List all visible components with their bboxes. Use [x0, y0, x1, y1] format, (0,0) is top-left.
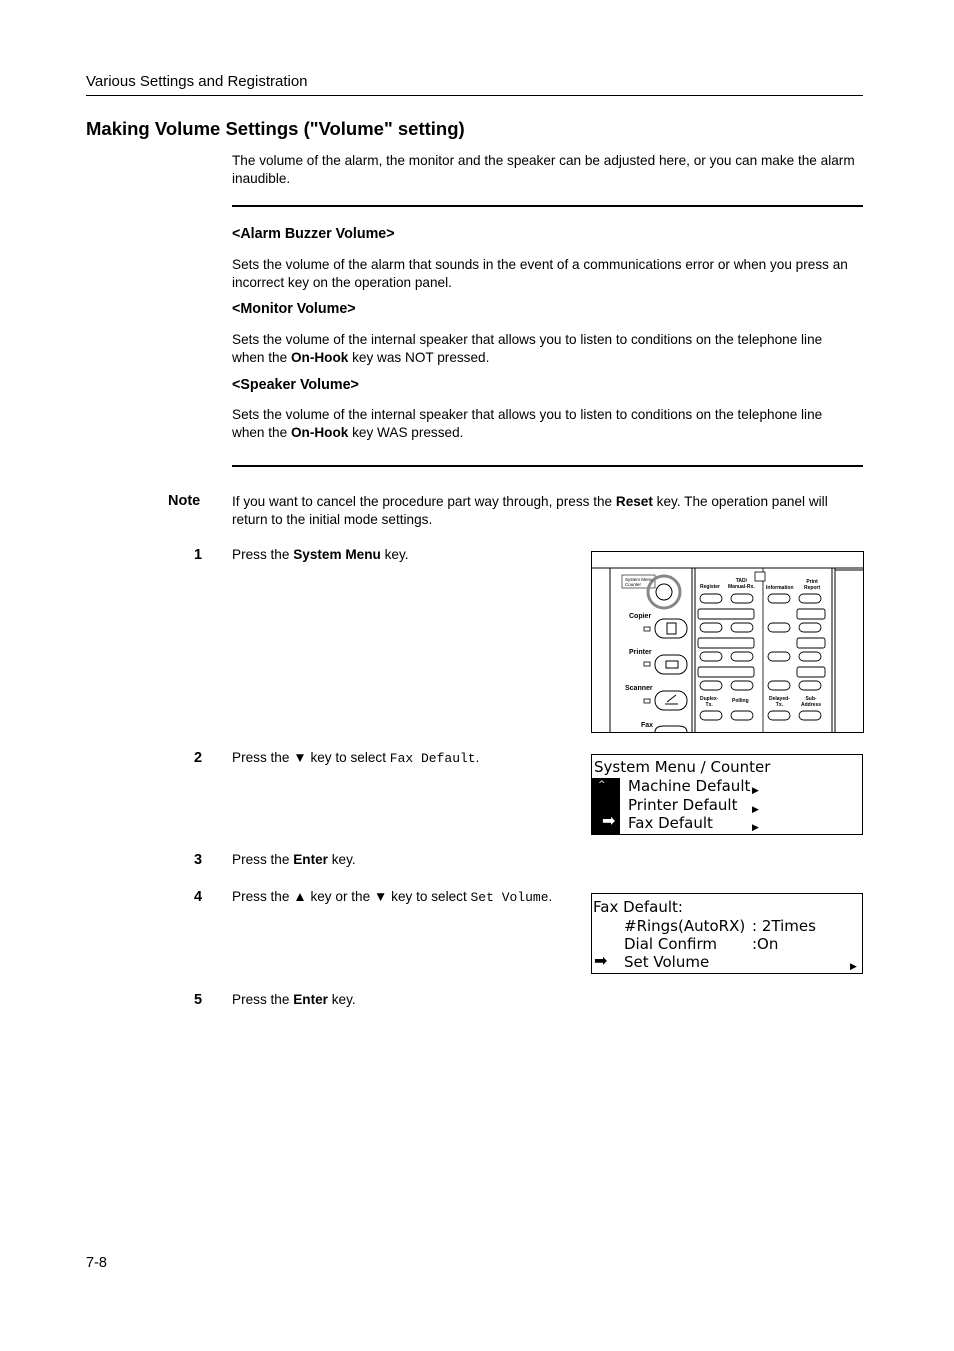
step-5-post: key. [327, 992, 356, 1007]
lcd2-title: Fax Default: [593, 898, 683, 916]
lcd2-rings-value: : 2Times [752, 917, 816, 935]
panel-copier-label: Copier [629, 613, 652, 620]
step-2-post: . [475, 750, 480, 765]
submenu-arrow-icon: ▶ [752, 786, 759, 796]
step-2-text [232, 750, 479, 766]
step-3-number: 3 [194, 852, 203, 868]
step-3-key: Enter [293, 852, 328, 867]
panel-register-label: Register [700, 584, 721, 590]
alarm-text: Sets the volume of the alarm that sounds in the event of a communications error or when you press an incorrect key on the operation panel. [232, 257, 848, 290]
monitor-heading: <Monitor Volume> [232, 301, 356, 317]
header-rule [86, 95, 863, 96]
step-3-post: key. [327, 852, 356, 867]
monitor-line1: Sets the volume of the internal speaker that allows you to listen to conditions on the telephone line [232, 332, 823, 347]
lcd2-dial-confirm-label: Dial Confirm [624, 935, 717, 953]
submenu-arrow-icon: ▶ [850, 962, 857, 972]
step-5-pre: Press the [232, 992, 294, 1007]
step-1-number: 1 [194, 547, 203, 563]
step-2-pre: Press the [232, 750, 294, 765]
step-4-pre: Press the [232, 889, 294, 904]
step-4-code: Set Volume [470, 890, 549, 905]
lcd2-dial-confirm-value: :On [752, 935, 779, 953]
step-4-mid2: key to select [387, 889, 471, 904]
scroll-up-icon: ^ [598, 780, 606, 790]
lcd1-item-machine-default: Machine Default [628, 777, 751, 795]
monitor-key: On-Hook [290, 350, 349, 365]
section-rule-bottom [232, 465, 863, 467]
submenu-arrow-icon: ▶ [752, 823, 759, 833]
running-header: Various Settings and Registration [86, 73, 308, 90]
panel-tad-label: TAD/ Manual-Rx. [728, 578, 755, 590]
down-arrow-icon: ▼ [293, 750, 307, 765]
step-5-key: Enter [293, 992, 328, 1007]
down-arrow-icon: ▼ [373, 889, 388, 904]
panel-delayed-label: Delayed- Tx. [769, 696, 790, 708]
panel-print-report-label: Print Report [804, 579, 821, 591]
note-key: Reset [615, 494, 653, 509]
step-4-mid1: key or the [306, 889, 374, 904]
lcd-fax-default [591, 893, 863, 974]
operation-panel-illustration [591, 551, 864, 733]
step-2-number: 2 [194, 750, 203, 766]
lcd2-set-volume-label: Set Volume [624, 953, 710, 971]
step-5-number: 5 [194, 992, 203, 1008]
lcd1-item-printer-default: Printer Default [628, 796, 738, 814]
panel-polling-label: Polling [732, 698, 749, 704]
submenu-arrow-icon: ▶ [752, 805, 759, 815]
step-4-post: . [548, 889, 553, 904]
speaker-pre: when the [232, 425, 291, 440]
panel-scanner-label: Scanner [625, 685, 653, 692]
step-3-pre: Press the [232, 852, 294, 867]
panel-system-menu-label: System Menu Counter [625, 577, 653, 587]
monitor-post: key was NOT pressed. [348, 350, 490, 365]
step-1-text [232, 547, 409, 562]
note-label: Note [168, 493, 201, 509]
panel-printer-label: Printer [629, 649, 652, 656]
page-number: 7-8 [86, 1255, 107, 1271]
step-4-text [232, 889, 552, 905]
lcd-system-menu [591, 754, 863, 835]
lcd1-item-fax-default: Fax Default [628, 814, 713, 832]
speaker-key: On-Hook [290, 425, 349, 440]
up-arrow-icon: ▲ [293, 889, 307, 904]
step-1-post: key. [380, 547, 409, 562]
step-2-mid: key to select [306, 750, 390, 765]
lcd2-rings-label: #Rings(AutoRX) [624, 917, 746, 935]
section-rule-top [232, 205, 863, 207]
note-post: key. The operation panel will return to the initial mode settings. [232, 494, 828, 527]
speaker-text [232, 406, 864, 442]
step-5-text [232, 992, 356, 1007]
monitor-pre: when the [232, 350, 291, 365]
step-1-pre: Press the [232, 547, 294, 562]
cursor-arrow-icon: ➡ [602, 811, 616, 830]
panel-fax-label: Fax [641, 722, 654, 729]
panel-subaddress-label: Sub- Address [801, 696, 822, 708]
cursor-arrow-icon: ➡ [594, 951, 608, 970]
alarm-heading: <Alarm Buzzer Volume> [232, 226, 395, 242]
note-pre: If you want to cancel the procedure part way through, press the [232, 494, 616, 509]
speaker-heading: <Speaker Volume> [232, 377, 359, 393]
lcd1-title: System Menu / Counter [594, 758, 771, 776]
speaker-post: key WAS pressed. [348, 425, 464, 440]
speaker-line1: Sets the volume of the internal speaker that allows you to listen to conditions on the telephone line [232, 407, 823, 422]
step-2-code: Fax Default [389, 751, 476, 766]
monitor-text [232, 331, 864, 367]
intro-paragraph: The volume of the alarm, the monitor and the speaker can be adjusted here, or you can make the alarm inaudible. [232, 153, 855, 186]
panel-information-label: Information [766, 585, 794, 591]
page-title: Making Volume Settings ("Volume" setting) [86, 118, 465, 139]
panel-duplex-label: Duplex- Tx. [700, 696, 719, 708]
step-3-text [232, 852, 356, 867]
note-text [232, 493, 864, 529]
step-1-key: System Menu [293, 547, 381, 562]
step-4-number: 4 [194, 889, 203, 905]
